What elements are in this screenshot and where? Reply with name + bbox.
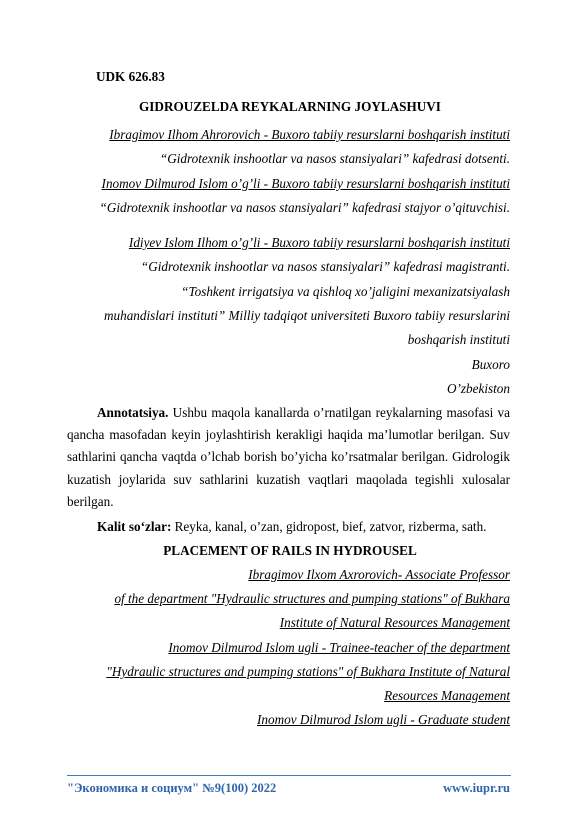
udk-code: UDK 626.83 xyxy=(96,69,165,84)
abstract xyxy=(67,402,510,513)
author-en-2-affiliation-1: "Hydraulic structures and pumping stations" of Bukhara Institute of Natural xyxy=(106,664,510,679)
author-en-1-affiliation-2: Institute of Natural Resources Management xyxy=(279,615,510,630)
author-uz-2-affiliation: “Gidrotexnik inshootlar va nasos stansiyalari” kafedrasi stajyor o’qituvchisi. xyxy=(99,200,510,215)
author-en-3: Inomov Dilmurod Islom ugli - Graduate student xyxy=(257,712,510,727)
author-en-2: Inomov Dilmurod Islom ugli - Trainee-teacher of the department xyxy=(168,640,510,655)
author-en-2-affiliation-2: Resources Management xyxy=(384,688,510,703)
country: O’zbekiston xyxy=(447,381,510,396)
footer-rule xyxy=(67,775,511,776)
footer-website-link[interactable]: www.iupr.ru xyxy=(443,781,510,795)
title-english: PLACEMENT OF RAILS IN HYDROUSEL xyxy=(163,543,417,558)
author-uz-1: Ibragimov Ilhom Ahrorovich - Buxoro tabiiy resurslarni boshqarish instituti xyxy=(109,127,510,142)
author-en-1: Ibragimov Ilxom Axrorovich- Associate Professor xyxy=(248,567,510,582)
institution-line-1: “Toshkent irrigatsiya va qishloq xo’jaligini mexanizatsiyalash xyxy=(181,284,510,299)
abstract-text: Ushbu maqola kanallarda o’rnatilgan reykalarning masofasi va qancha masofadan keyin joylashtirish kerakligi haqida ma’lumotlar berilgan. Suv sathlarini qancha vaqtda o’lchab borish bo’yicha ko’rsatmalar berilgan. Gidrologik kuzatish joylarida suv sathlarini kuzatish vaqtlari maqolada tegishli xulosalar berilgan. xyxy=(67,405,510,509)
title-uzbek: GIDROUZELDA REYKALARNING JOYLASHUVI xyxy=(139,99,441,114)
author-uz-2: Inomov Dilmurod Islom o’g’li - Buxoro tabiiy resurslarni boshqarish instituti xyxy=(101,176,510,191)
keywords-label: Kalit so‘zlar: xyxy=(97,519,172,534)
abstract-label: Annotatsiya. xyxy=(97,405,169,420)
author-uz-3: Idiyev Islom Ilhom o’g’li - Buxoro tabiiy resurslarni boshqarish instituti xyxy=(128,235,510,250)
city: Buxoro xyxy=(471,357,510,372)
author-uz-1-affiliation: “Gidrotexnik inshootlar va nasos stansiyalari” kafedrasi dotsenti. xyxy=(159,151,510,166)
institution-line-3: boshqarish instituti xyxy=(407,332,510,347)
footer-journal: "Экономика и социум" №9(100) 2022 xyxy=(67,781,277,795)
author-uz-3-affiliation: “Gidrotexnik inshootlar va nasos stansiyalari” kafedrasi magistranti. xyxy=(140,259,510,274)
keywords-text: Reyka, kanal, o’zan, gidropost, bief, zatvor, rizberma, sath. xyxy=(171,519,487,534)
institution-line-2: muhandislari instituti” Milliy tadqiqot universiteti Buxoro tabiiy resurslarini xyxy=(103,308,510,323)
keywords xyxy=(97,519,486,535)
author-en-1-affiliation-1: of the department "Hydraulic structures and pumping stations" of Bukhara xyxy=(114,591,510,606)
